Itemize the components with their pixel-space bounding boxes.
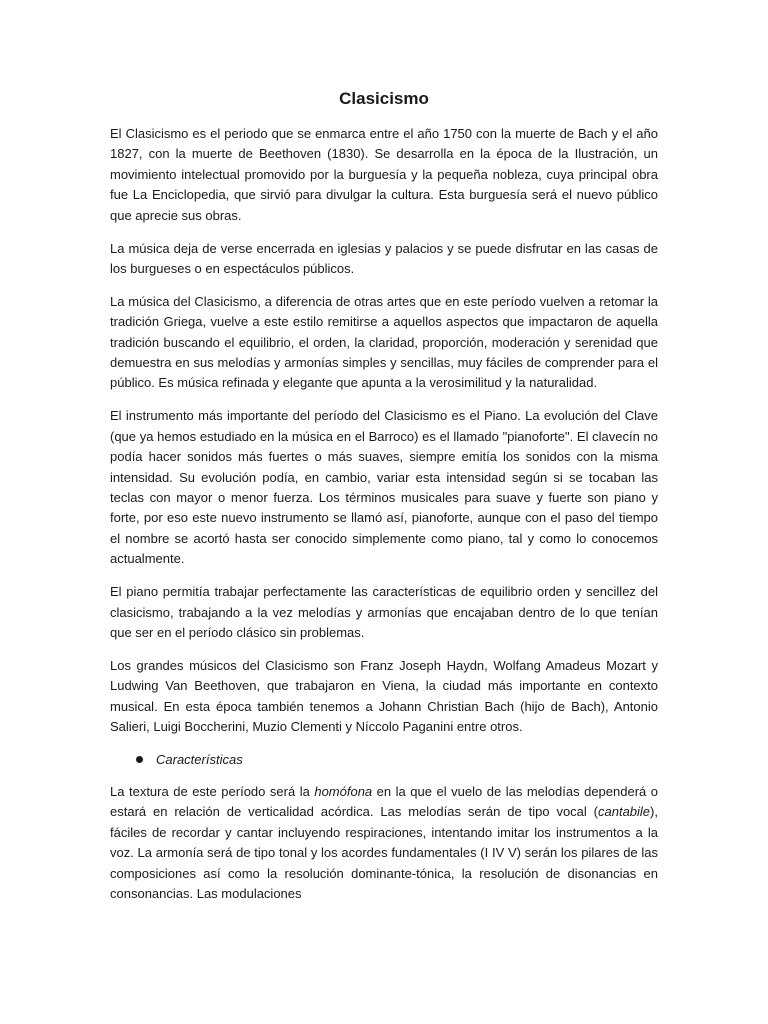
texture-text-2: en la que el vuelo de las melodías dependerá o estará en relación de verticalidad acórdica. Las melodías serán de tipo vocal ( xyxy=(110,783,659,820)
paragraph-texture xyxy=(110,782,658,904)
paragraph-public-music: La música deja de verse encerrada en iglesias y palacios y se puede disfrutar en las casas de los burgueses o en espectáculos públicos. xyxy=(110,240,658,276)
texture-text-1: La textura de este período será la xyxy=(110,783,315,799)
bullet-item-caracteristicas xyxy=(110,749,658,771)
paragraph-intro: El Clasicismo es el periodo que se enmarca entre el año 1750 con la muerte de Bach y el año 1827, con la muerte de Beethoven (1830). Se desarrolla en la época de la Ilustración, un movimiento intelectual promovido por la burguesía y la pequeña nobleza, cuya principal obra fue La Enciclopedia, que sirvió para divulgar la cultura. Esta burguesía será el nuevo público que aprecie sus obras. xyxy=(110,126,658,223)
paragraph-piano-features: El piano permitía trabajar perfectamente las características de equilibrio orden y sencillez del clasicismo, trabajando a la vez melodías y armonías que encajaban dentro de lo que tenían que ser en el período clásico sin problemas. xyxy=(110,584,658,640)
bullet-dot-icon xyxy=(136,756,143,763)
bullet-label: Características xyxy=(156,751,243,767)
texture-term-cantabile: cantabile xyxy=(598,804,651,820)
paragraph-composers: Los grandes músicos del Clasicismo son Franz Joseph Haydn, Wolfang Amadeus Mozart y Ludwing Van Beethoven, que trabajaron en Viena, la ciudad más importante en contexto musical. En esta época también tenemos a Johann Christian Bach (hijo de Bach), Antonio Salieri, Luigi Boccherini, Muzio Clementi y Níccolo Paganini entre otros. xyxy=(110,657,658,735)
paragraph-piano: El instrumento más importante del período del Clasicismo es el Piano. La evolución del Clave (que ya hemos estudiado en la música en el Barroco) es el llamado "pianoforte". El clavecín no podía hacer sonidos más fuertes o más suaves, siempre emitía los sonidos con la misma intensidad. Su evolución podía, en cambio, variar esta intensidad según si se tocaban las teclas con mayor o menor fuerza. Los términos musicales para suave y fuerte son piano y forte, por eso este nuevo instrumento se llamó así, pianoforte, aunque con el paso del tiempo el nombre se acortó hasta ser conocido simplemente como piano, tal y como lo conocemos actualmente. xyxy=(110,408,658,567)
paragraph-classical-style: La música del Clasicismo, a diferencia de otras artes que en este período vuelven a retomar la tradición Griega, vuelve a este estilo remitirse a aquellos aspectos que impactaron de aquella tradición buscando el equilibrio, el orden, la claridad, proporción, moderación y serenidad que demuestra en sus melodías y armonías simples y sencillas, muy fáciles de comprender para el público. Es música refinada y elegante que apunta a la verosimilitud y la naturalidad. xyxy=(110,293,658,391)
texture-term-homofona: homófona xyxy=(314,783,373,799)
page-title: Clasicismo xyxy=(339,89,429,108)
document-body xyxy=(110,124,658,917)
texture-text-3: ), fáciles de recordar y cantar incluyendo respiraciones, intentando imitar los instrumentos a la voz. La armonía será de tipo tonal y los acordes fundamentales (I IV V) serán los pilares de las composiciones así como la resolución dominante-tónica, la resolución de disonancias en consonancias. Las modulaciones xyxy=(110,804,658,901)
